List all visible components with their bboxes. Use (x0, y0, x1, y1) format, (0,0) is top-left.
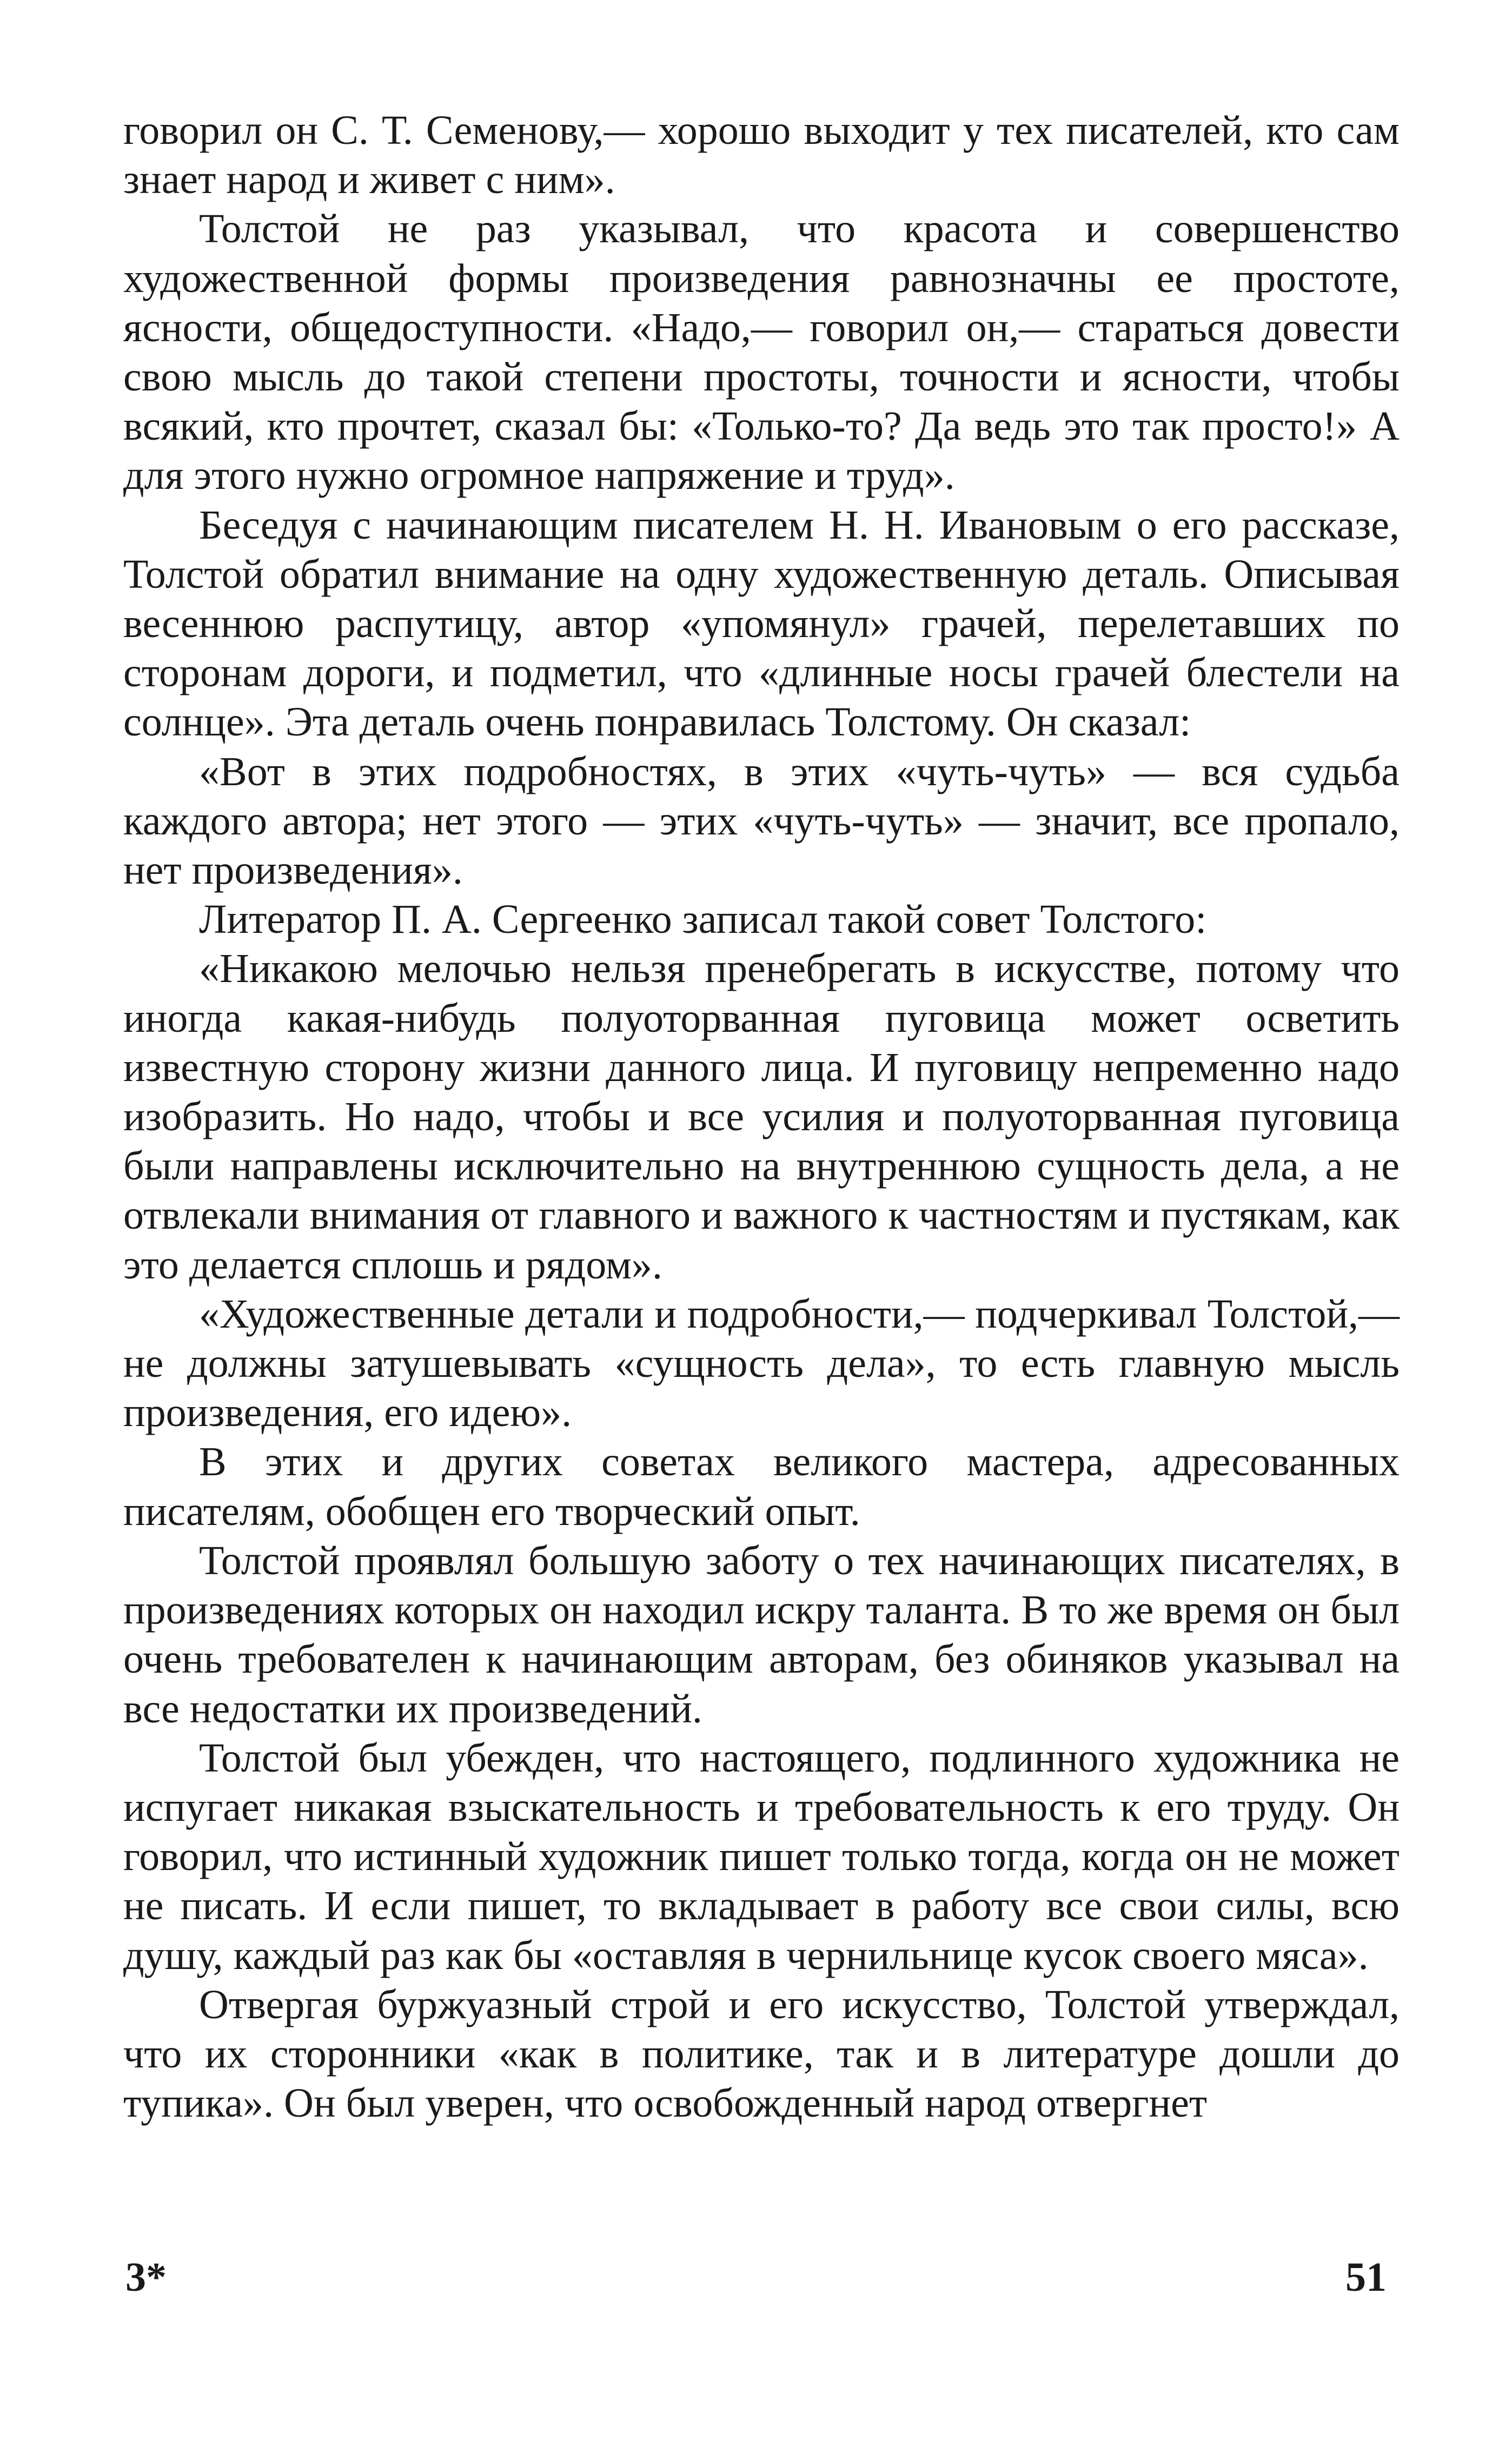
paragraph: В этих и других советах великого мастера, адресованных писателям, обобщен его творческий опыт. (123, 1439, 1400, 1534)
paragraph: Толстой был убежден, что настоящего, подлинного художника не испугает никакая взыскательность и требовательность к его труду. Он говорил, что истинный художник пишет только тогда, когда он не может не писать. И если пишет, то вкладывает в работу все свои силы, всю душу, каждый раз как бы «оставляя в чернильнице кусок своего мяса». (123, 1735, 1400, 1978)
paragraph: Литератор П. А. Сергеенко записал такой совет Толстого: (199, 897, 1207, 943)
paragraph: Толстой проявлял большую заботу о тех начинающих писателях, в произведениях которых он находил искру таланта. В то же время он был очень требователен к начинающим авторам, без обиняков указывал на все недостатки их произведений. (123, 1537, 1400, 1732)
paragraph: говорил он С. Т. Семенову,— хорошо выходит у тех писателей, кто сам знает народ и живет с ним». (123, 108, 1400, 203)
quote-paragraph: «Художественные детали и подробности,— подчеркивал Толстой,— не должны затушевывать «сущность дела», то есть главную мысль произведения, его идею». (123, 1291, 1400, 1436)
page-number: 51 (1345, 2255, 1387, 2300)
quote-paragraph: «Вот в этих подробностях, в этих «чуть-чуть» — вся судьба каждого автора; нет этого — этих «чуть-чуть» — значит, все пропало, нет произведения». (123, 748, 1400, 893)
paragraph: Беседуя с начинающим писателем Н. Н. Ивановым о его рассказе, Толстой обратил внимание на одну художественную деталь. Описывая весеннюю распутицу, автор «упомянул» грачей, перелетавших по сторонам дороги, и подметил, что «длинные носы грачей блестели на солнце». Эта деталь очень понравилась Толстому. Он сказал: (123, 502, 1400, 745)
paragraph: Отвергая буржуазный строй и его искусство, Толстой утверждал, что их сторонники «как в политике, так и в литературе дошли до тупика». Он был уверен, что освобожденный народ отвергнет (123, 1981, 1400, 2126)
printer-signature: 3* (125, 2255, 167, 2300)
quote-paragraph: «Никакою мелочью нельзя пренебрегать в искусстве, потому что иногда какая-нибудь полуоторванная пуговица может осветить известную сторону жизни данного лица. И пуговицу непременно надо изобразить. Но надо, чтобы и все усилия и полуоторванная пуговица были направлены исключительно на внутреннюю сущность дела, а не отвлекали внимания от главного и важного к частностям и пустякам, как это делается сплошь и рядом». (123, 946, 1400, 1288)
body-text (123, 106, 1400, 2128)
paragraph: Толстой не раз указывал, что красота и совершенство художественной формы произведения равнозначны ее простоте, ясности, общедоступности. «Надо,— говорил он,— стараться довести свою мысль до такой степени простоты, точности и ясности, чтобы всякий, кто прочтет, сказал бы: «Только-то? Да ведь это так просто!» А для этого нужно огромное напряжение и труд». (123, 206, 1400, 499)
